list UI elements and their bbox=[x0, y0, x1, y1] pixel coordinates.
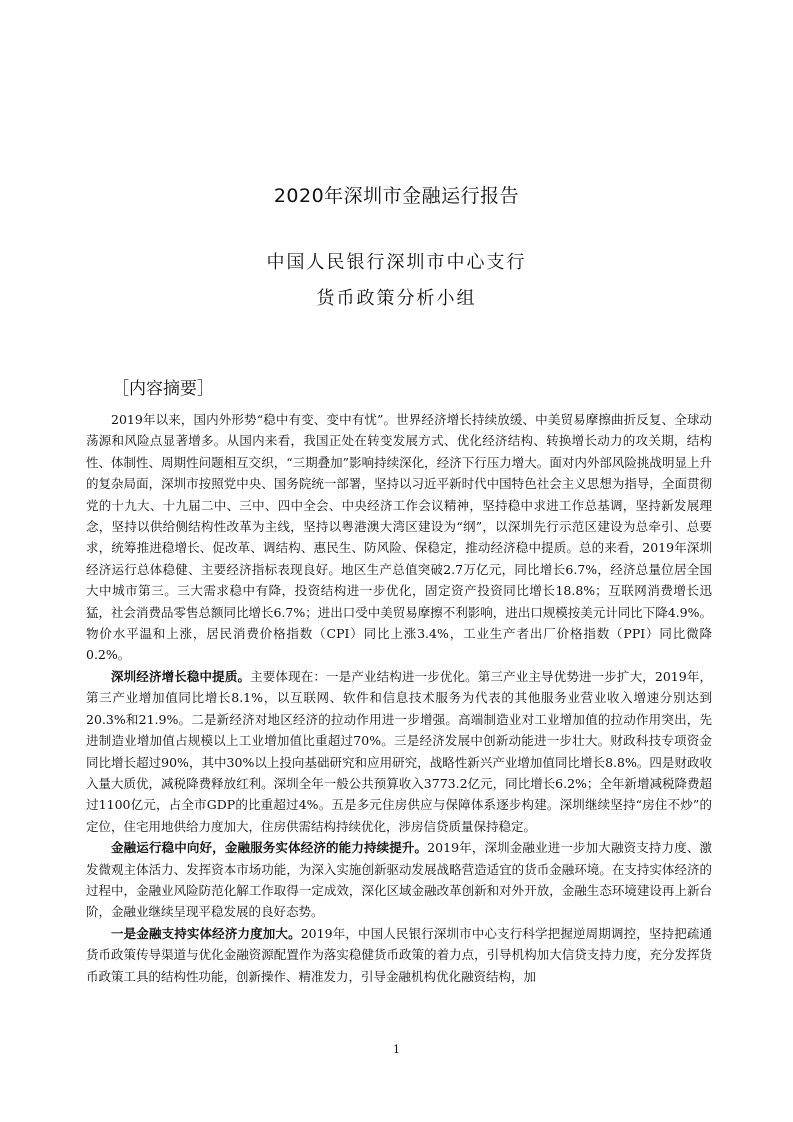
document-title: 2020年深圳市金融运行报告 bbox=[273, 185, 520, 207]
paragraph-lead: 金融运行稳中向好，金融服务实体经济的能力持续提升。 bbox=[111, 840, 428, 856]
paragraph-lead: 一是金融支持实体经济力度加大。 bbox=[111, 925, 301, 941]
paragraph-lead: 深圳经济增长稳中提质。 bbox=[111, 668, 251, 684]
paragraph-text: 2019年，中国人民银行深圳市中心支行科学把握逆周期调控，坚持把疏通货币政策传导渠道与优化金融资源配置作为落实稳健货币政策的着力点，引导机构加大信贷支持力度，充分发挥货币政策工具的结构性功能，创新操作、精准发力，引导金融机构优化融资结构，加 bbox=[86, 925, 712, 984]
paragraph bbox=[86, 837, 712, 923]
paragraph bbox=[86, 409, 712, 666]
paragraph-text: 2019年，深圳金融业进一步加大融资支持力度、激发微观主体活力、发挥资本市场功能，为深入实施创新驱动发展战略营造适宜的货币金融环境。在支持实体经济的过程中，金融业风险防范化解工作取得一定成效，深化区域金融改革创新和对外开放，金融生态环境建设再上新台阶，金融业继续呈现平稳发展的良好态势。 bbox=[86, 840, 712, 920]
group-name: 货币政策分析小组 bbox=[316, 288, 477, 309]
paragraph bbox=[86, 923, 712, 987]
section-heading-abstract: ［内容摘要］ bbox=[112, 379, 214, 399]
page-number: 1 bbox=[393, 1043, 400, 1056]
paragraph-text: 2019年以来，国内外形势“稳中有变、变中有忧”。世界经济增长持续放缓、中美贸易摩擦曲折反复、全球动荡源和风险点显著增多。从国内来看，我国正处在转变发展方式、优化经济结构、转换增长动力的攻关期，结构性、体制性、周期性问题相互交织，“三期叠加”影响持续深化，经济下行压力增大。面对内外部风险挑战明显上升的复杂局面，深圳市按照党中央、国务院统一部署，坚持以习近平新时代中国特色社会主义思想为指导，全面贯彻党的十九大、十九届二中、三中、四中全会、中央经济工作会议精神，坚持稳中求进工作总基调，坚持新发展理念，坚持以供给侧结构性改革为主线，坚持以粤港澳大湾区建设为“纲”，以深圳先行示范区建设为总牵引、总要求，统筹推进稳增长、促改革、调结构、惠民生、防风险、保稳定，推动经济稳中提质。总的来看，2019年深圳经济运行总体稳健、主要经济指标表现良好。地区生产总值突破2.7万亿元，同比增长6.7%，经济总量位居全国大中城市第三。三大需求稳中有降，投资结构进一步优化，固定资产投资同比增长18.8%；互联网消费增长迅猛，社会消费品零售总额同比增长6.7%；进出口受中美贸易摩擦不利影响，进出口规模按美元计同比下降4.9%。物价水平温和上涨，居民消费价格指数（CPI）同比上涨3.4%，工业生产者出厂价格指数（PPI）同比微降0.2%。 bbox=[86, 412, 713, 663]
body-text bbox=[86, 409, 712, 987]
paragraph bbox=[86, 666, 712, 837]
paragraph-text: 主要体现在：一是产业结构进一步优化。第三产业主导优势进一步扩大，2019年，第三产业增加值同比增长8.1%，以互联网、软件和信息技术服务为代表的其他服务业营业收入增速分别达到20.3%和21.9%。二是新经济对地区经济的拉动作用进一步增强。高端制造业对工业增加值的拉动作用突出，先进制造业增加值占规模以上工业增加值比重超过70%。三是经济发展中创新动能进一步壮大。财政科技专项资金同比增长超过90%，其中30%以上投向基础研究和应用研究，战略性新兴产业增加值同比增长8.8%。四是财政收入量大质优，减税降费释放红利。深圳全年一般公共预算收入3773.2亿元，同比增长6.2%；全年新增减税降费超过1100亿元，占全市GDP的比重超过4%。五是多元住房供应与保障体系逐步构建。深圳继续坚持“房住不炒”的定位，住宅用地供给力度加大，住房供需结构持续优化，涉房信贷质量保持稳定。 bbox=[86, 668, 712, 834]
organization-name: 中国人民银行深圳市中心支行 bbox=[266, 252, 527, 273]
